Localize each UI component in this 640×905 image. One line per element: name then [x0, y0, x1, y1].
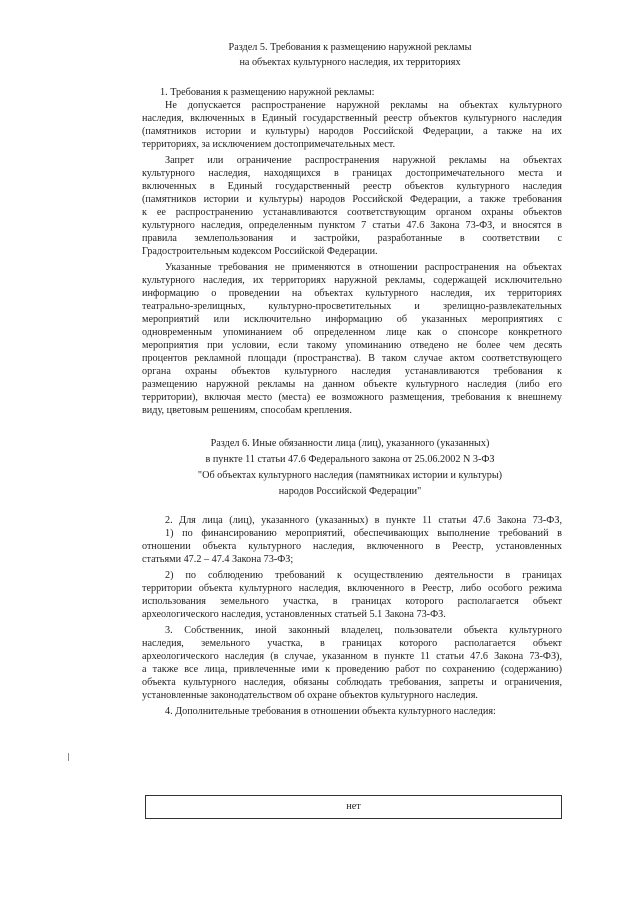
block1-p1-line: Не допускается распространение наружной рекламы на объектах культурного — [165, 100, 562, 111]
block1-p1-line: (памятников истории и культуры) народов Российской Федерации, а также на их — [142, 126, 562, 137]
block1-p3-line: мероприятия при условии, если такому упоминанию отведено не более чем десять — [142, 340, 562, 351]
block1-p3-line: органа охраны объектов культурного наследия устанавливаются требования к — [142, 366, 562, 377]
additional-requirements-value: нет — [346, 801, 361, 812]
block1-p3-line: процентов рекламной площади (пространства). В таком случае актом соответствующего — [142, 353, 562, 364]
block1-p3-line: информацию о проведении на объектах культурного наследия, их территориях — [142, 288, 562, 299]
block2-p3-line: наследия, земельного участка, в границах которого располагается объект — [142, 638, 562, 649]
block1-p3-line: размещению наружной рекламы на данном объекте культурного наследия (либо его — [142, 379, 562, 390]
block1-p3-line: Указанные требования не применяются в отношении распространения на объектах — [165, 262, 562, 273]
scan-mark — [68, 753, 69, 761]
section6-title-line: народов Российской Федерации" — [278, 486, 422, 497]
block1-p2-line: Запрет или ограничение распространения наружной рекламы на объектах — [165, 155, 562, 166]
block1-p2-line: к ее распространению устанавливаются соответствующим органом охраны объектов — [142, 207, 562, 218]
block2-p4: 4. Дополнительные требования в отношении объекта культурного наследия: — [165, 706, 496, 717]
block1-p2-line: культурного наследия, определенным пунктом 7 статьи 47.6 Закона 73-ФЗ, и вносятся в — [142, 220, 562, 231]
block2-p1-line: 1) по финансированию мероприятий, обеспечивающих выполнение требований в — [165, 528, 562, 539]
block2-p2-line: 2) по соблюдению требований к осуществлению деятельности в границах — [165, 570, 562, 581]
block2-p1-line: 2. Для лица (лиц), указанного (указанных) в пункте 11 статьи 47.6 Закона 73-ФЗ, — [165, 515, 562, 526]
block1-p3-line: одновременным упоминанием об определенном лице как о спонсоре конкретного — [142, 327, 562, 338]
block2-p2-line: археологического наследия, установленных статьей 5.1 Закона 73-ФЗ. — [142, 609, 446, 620]
block2-p3-line: а также все лица, привлеченные ими к проведению работ по сохранению (содержанию) — [142, 664, 562, 675]
section5-title-line2: на объектах культурного наследия, их территориях — [239, 57, 461, 68]
block1-p3-line: виду, цветовым решениям, способам крепления. — [142, 405, 352, 416]
section5-title-line1: Раздел 5. Требования к размещению наружной рекламы — [228, 42, 472, 53]
block1-p2-line: включенных в Единый государственный реестр объектов культурного наследия — [142, 181, 562, 192]
block2-p3-line: объекта культурного наследия, обязаны соблюдать требования, запреты и ограничения, — [142, 677, 562, 688]
block1-heading: 1. Требования к размещению наружной рекламы: — [160, 87, 375, 98]
block2-p2-line: использования земельного участка, в границах которого располагается объект — [142, 596, 562, 607]
block2-p1-line: статьями 47.2 – 47.4 Закона 73-ФЗ; — [142, 554, 294, 565]
block1-p1-line: территориях, за исключением достопримечательных мест. — [142, 139, 396, 150]
additional-requirements-box — [145, 795, 562, 819]
block2-p3-line: 3. Собственник, иной законный владелец, пользователи объекта культурного — [165, 625, 562, 636]
section6-title-line: Раздел 6. Иные обязанности лица (лиц), указанного (указанных) — [210, 438, 490, 449]
block2-p2-line: территории объекта культурного наследия, включенного в Реестр, либо особого режима — [142, 583, 562, 594]
section6-title-line: в пункте 11 статьи 47.6 Федерального закона от 25.06.2002 N 3-ФЗ — [205, 454, 495, 465]
block2-p1-line: отношении объекта культурного наследия, включенного в Реестр, установленных — [142, 541, 562, 552]
block1-p2-line: правила землепользования и застройки, разработанные в соответствии с — [142, 233, 562, 244]
block1-p1-line: наследия, включенных в Единый государственный реестр объектов культурного наследия — [142, 113, 562, 124]
block1-p2-line: культурного наследия, находящихся в границах достопримечательного места и — [142, 168, 562, 179]
block1-p3-line: мероприятий или исключительно информацию об указанных мероприятиях с — [142, 314, 562, 325]
block1-p3-line: театрально-зрелищных, культурно-просветительных и зрелищно-развлекательных — [142, 301, 562, 312]
block1-p2-line: Градостроительным кодексом Российской Федерации. — [142, 246, 378, 257]
block1-p3-line: культурного наследия, их территориях наружной рекламы, содержащей исключительно — [142, 275, 562, 286]
block1-p2-line: (памятников истории и культуры) народов Российской Федерации, а также требования — [142, 194, 562, 205]
block2-p3-line: археологического наследия (в случае, указанном в пункте 11 статьи 47.6 Закона 73-ФЗ), — [142, 651, 562, 662]
section6-title-line: "Об объектах культурного наследия (памятниках истории и культуры) — [197, 470, 503, 481]
block1-p3-line: территории), включая место (места) ее возможного размещения, требования к внешнему — [142, 392, 562, 403]
block2-p3-line: установленные законодательством об охране объектов культурного наследия. — [142, 690, 478, 701]
